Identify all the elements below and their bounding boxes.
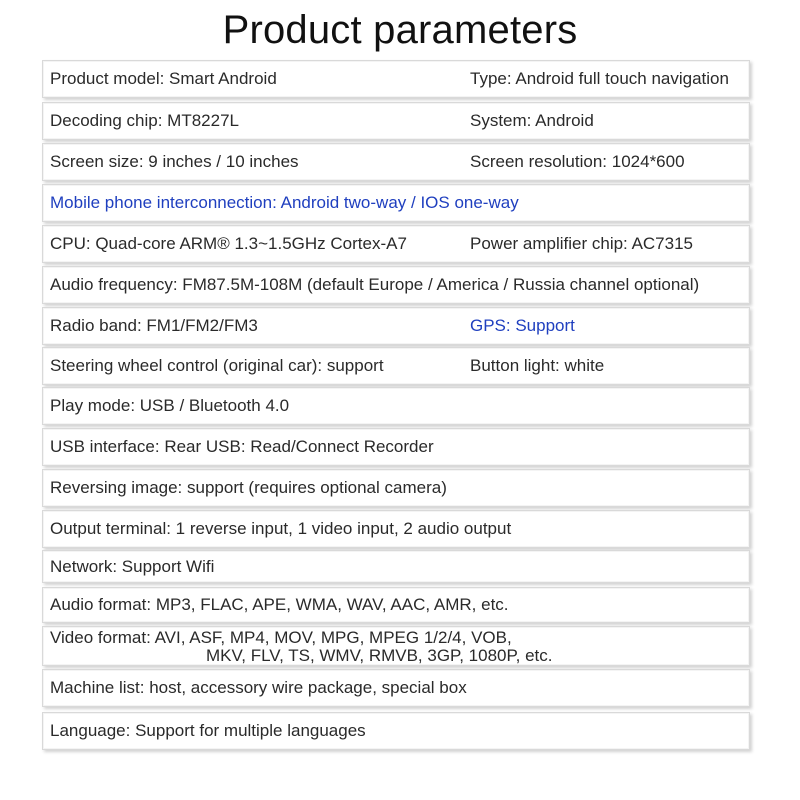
system: System: Android (470, 111, 594, 130)
button-light: Button light: white (470, 356, 605, 375)
param-row-play-mode (42, 387, 750, 425)
param-row-product-model (42, 60, 750, 98)
screen-resolution: Screen resolution: 1024*600 (470, 152, 685, 171)
param-row-audio-format (42, 587, 750, 623)
machine-list: Machine list: host, accessory wire package, special box (50, 678, 467, 697)
play-mode: Play mode: USB / Bluetooth 4.0 (50, 396, 290, 415)
param-row-usb-interface (42, 428, 750, 466)
param-row-audio-frequency (42, 266, 750, 304)
param-row-language (42, 712, 750, 750)
param-row-network (42, 550, 750, 583)
audio-frequency: Audio frequency: FM87.5M-108M (default Europe / America / Russia channel optional) (50, 275, 700, 294)
param-row-steering-wheel (42, 347, 750, 385)
param-row-reversing-image (42, 469, 750, 507)
param-row-phone-interconnection (42, 184, 750, 222)
page-title: Product parameters (222, 8, 578, 52)
steering-wheel-control: Steering wheel control (original car): support (50, 356, 384, 375)
video-format-line-1: Video format: AVI, ASF, MP4, MOV, MPG, MPEG 1/2/4, VOB, (50, 628, 512, 647)
audio-format: Audio format: MP3, FLAC, APE, WMA, WAV, AAC, AMR, etc. (50, 595, 509, 614)
power-amplifier-chip: Power amplifier chip: AC7315 (470, 234, 694, 253)
usb-interface: USB interface: Rear USB: Read/Connect Recorder (50, 437, 434, 456)
param-row-cpu (42, 225, 750, 263)
decoding-chip: Decoding chip: MT8227L (50, 111, 240, 130)
video-format-line-2: MKV, FLV, TS, WMV, RMVB, 3GP, 1080P, etc. (206, 646, 553, 665)
language: Language: Support for multiple languages (50, 721, 366, 740)
output-terminal: Output terminal: 1 reverse input, 1 video input, 2 audio output (50, 519, 512, 538)
param-row-radio-band (42, 307, 750, 345)
param-row-machine-list (42, 669, 750, 707)
param-row-decoding-chip (42, 102, 750, 140)
gps-support: GPS: Support (470, 316, 575, 335)
param-row-screen-size (42, 143, 750, 181)
param-row-video-format (42, 626, 750, 666)
phone-interconnection: Mobile phone interconnection: Android two-way / IOS one-way (50, 193, 519, 212)
param-row-output-terminal (42, 510, 750, 548)
screen-size: Screen size: 9 inches / 10 inches (50, 152, 299, 171)
product-model: Product model: Smart Android (50, 69, 277, 88)
reversing-image: Reversing image: support (requires optional camera) (50, 478, 447, 497)
device-type: Type: Android full touch navigation (470, 69, 729, 88)
radio-band: Radio band: FM1/FM2/FM3 (50, 316, 258, 335)
cpu: CPU: Quad-core ARM® 1.3~1.5GHz Cortex-A7 (50, 234, 407, 253)
network: Network: Support Wifi (50, 556, 215, 576)
video-format (50, 629, 552, 665)
